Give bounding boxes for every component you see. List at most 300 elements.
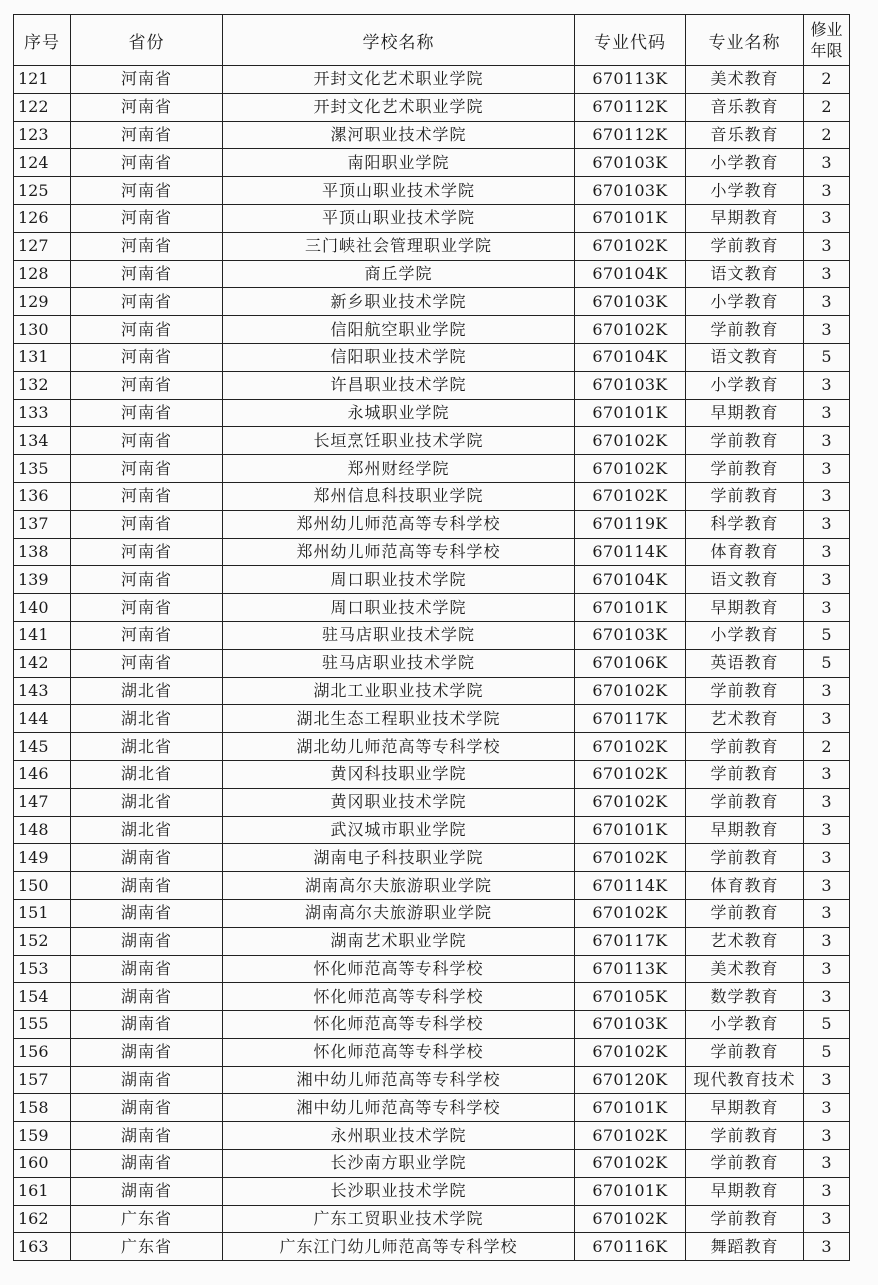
school-name-cell: 黄冈科技职业学院 <box>223 760 575 788</box>
study-years-cell: 3 <box>804 482 850 510</box>
study-years-cell: 3 <box>804 816 850 844</box>
province-cell: 河南省 <box>71 121 223 149</box>
row-number: 158 <box>14 1094 71 1122</box>
table-row <box>14 1066 850 1094</box>
province-cell: 湖北省 <box>71 733 223 761</box>
major-name-cell: 早期教育 <box>686 204 804 232</box>
school-name-cell: 郑州幼儿师范高等专科学校 <box>223 538 575 566</box>
major-code-cell: 670104K <box>575 260 686 288</box>
school-name-cell: 武汉城市职业学院 <box>223 816 575 844</box>
row-number: 139 <box>14 566 71 594</box>
school-name-cell: 广东工贸职业技术学院 <box>223 1205 575 1233</box>
table-row <box>14 177 850 205</box>
row-number: 143 <box>14 677 71 705</box>
table-row <box>14 927 850 955</box>
major-code-cell: 670102K <box>575 427 686 455</box>
school-name-cell: 黄冈职业技术学院 <box>223 788 575 816</box>
major-code-cell: 670102K <box>575 899 686 927</box>
study-years-cell: 3 <box>804 538 850 566</box>
study-years-cell: 5 <box>804 621 850 649</box>
row-number: 153 <box>14 955 71 983</box>
major-name-cell: 艺术教育 <box>686 927 804 955</box>
table-row <box>14 955 850 983</box>
row-number: 144 <box>14 705 71 733</box>
table-row <box>14 1122 850 1150</box>
table-row <box>14 288 850 316</box>
table-row <box>14 1205 850 1233</box>
row-number: 156 <box>14 1038 71 1066</box>
major-name-cell: 早期教育 <box>686 1094 804 1122</box>
study-years-cell: 3 <box>804 1150 850 1178</box>
study-years-cell: 3 <box>804 594 850 622</box>
school-name-cell: 湘中幼儿师范高等专科学校 <box>223 1066 575 1094</box>
study-years-cell: 2 <box>804 66 850 94</box>
province-cell: 广东省 <box>71 1205 223 1233</box>
major-name-cell: 语文教育 <box>686 566 804 594</box>
major-code-cell: 670104K <box>575 343 686 371</box>
study-years-cell: 3 <box>804 705 850 733</box>
row-number: 160 <box>14 1150 71 1178</box>
row-number: 135 <box>14 455 71 483</box>
major-code-cell: 670103K <box>575 149 686 177</box>
row-number: 136 <box>14 482 71 510</box>
row-number: 157 <box>14 1066 71 1094</box>
school-name-cell: 湖南电子科技职业学院 <box>223 844 575 872</box>
province-cell: 河南省 <box>71 93 223 121</box>
province-cell: 河南省 <box>71 149 223 177</box>
row-number: 152 <box>14 927 71 955</box>
study-years-cell: 2 <box>804 733 850 761</box>
study-years-cell: 3 <box>804 566 850 594</box>
header-code: 专业代码 <box>575 15 686 66</box>
province-cell: 河南省 <box>71 177 223 205</box>
province-cell: 河南省 <box>71 204 223 232</box>
header-years-line2: 年限 <box>810 41 843 60</box>
major-code-cell: 670113K <box>575 66 686 94</box>
row-number: 131 <box>14 343 71 371</box>
province-cell: 湖南省 <box>71 844 223 872</box>
school-name-cell: 湖南艺术职业学院 <box>223 927 575 955</box>
table-row <box>14 204 850 232</box>
header-years-line1: 修业 <box>810 20 843 39</box>
table-row <box>14 816 850 844</box>
major-code-cell: 670103K <box>575 621 686 649</box>
row-number: 138 <box>14 538 71 566</box>
row-number: 140 <box>14 594 71 622</box>
study-years-cell: 3 <box>804 788 850 816</box>
major-code-cell: 670101K <box>575 1094 686 1122</box>
table-row <box>14 343 850 371</box>
province-cell: 湖北省 <box>71 788 223 816</box>
major-code-cell: 670101K <box>575 816 686 844</box>
table-row <box>14 538 850 566</box>
school-name-cell: 郑州财经学院 <box>223 455 575 483</box>
major-name-cell: 早期教育 <box>686 594 804 622</box>
row-number: 142 <box>14 649 71 677</box>
study-years-cell: 3 <box>804 204 850 232</box>
province-cell: 河南省 <box>71 232 223 260</box>
study-years-cell: 3 <box>804 399 850 427</box>
major-name-cell: 体育教育 <box>686 872 804 900</box>
province-cell: 湖南省 <box>71 1011 223 1039</box>
table-row <box>14 399 850 427</box>
major-code-cell: 670101K <box>575 594 686 622</box>
document-page <box>13 14 849 1261</box>
school-name-cell: 湖北工业职业技术学院 <box>223 677 575 705</box>
study-years-cell: 3 <box>804 260 850 288</box>
province-cell: 湖北省 <box>71 760 223 788</box>
row-number: 137 <box>14 510 71 538</box>
province-cell: 河南省 <box>71 621 223 649</box>
major-code-cell: 670103K <box>575 371 686 399</box>
study-years-cell: 3 <box>804 1066 850 1094</box>
major-code-cell: 670102K <box>575 316 686 344</box>
province-cell: 广东省 <box>71 1233 223 1261</box>
study-years-cell: 3 <box>804 983 850 1011</box>
province-cell: 湖南省 <box>71 1150 223 1178</box>
school-name-cell: 长垣烹饪职业技术学院 <box>223 427 575 455</box>
province-cell: 河南省 <box>71 566 223 594</box>
school-name-cell: 平顶山职业技术学院 <box>223 177 575 205</box>
study-years-cell: 3 <box>804 316 850 344</box>
study-years-cell: 3 <box>804 510 850 538</box>
province-cell: 河南省 <box>71 482 223 510</box>
major-code-cell: 670106K <box>575 649 686 677</box>
school-name-cell: 湖南高尔夫旅游职业学院 <box>223 872 575 900</box>
province-cell: 河南省 <box>71 594 223 622</box>
row-number: 151 <box>14 899 71 927</box>
province-cell: 河南省 <box>71 343 223 371</box>
province-cell: 河南省 <box>71 260 223 288</box>
header-no: 序号 <box>14 15 71 66</box>
row-number: 162 <box>14 1205 71 1233</box>
major-code-cell: 670101K <box>575 1177 686 1205</box>
study-years-cell: 3 <box>804 1177 850 1205</box>
study-years-cell: 3 <box>804 427 850 455</box>
school-name-cell: 永州职业技术学院 <box>223 1122 575 1150</box>
major-code-cell: 670102K <box>575 733 686 761</box>
province-cell: 湖北省 <box>71 816 223 844</box>
major-name-cell: 科学教育 <box>686 510 804 538</box>
study-years-cell: 3 <box>804 177 850 205</box>
province-cell: 河南省 <box>71 455 223 483</box>
major-name-cell: 英语教育 <box>686 649 804 677</box>
major-code-cell: 670102K <box>575 1122 686 1150</box>
row-number: 124 <box>14 149 71 177</box>
major-name-cell: 体育教育 <box>686 538 804 566</box>
school-name-cell: 广东江门幼儿师范高等专科学校 <box>223 1233 575 1261</box>
table-row <box>14 66 850 94</box>
major-code-cell: 670105K <box>575 983 686 1011</box>
school-name-cell: 平顶山职业技术学院 <box>223 204 575 232</box>
study-years-cell: 5 <box>804 343 850 371</box>
table-row <box>14 677 850 705</box>
major-name-cell: 小学教育 <box>686 177 804 205</box>
table-row <box>14 594 850 622</box>
major-code-cell: 670102K <box>575 760 686 788</box>
province-cell: 湖南省 <box>71 983 223 1011</box>
study-years-cell: 3 <box>804 1233 850 1261</box>
major-code-cell: 670102K <box>575 232 686 260</box>
school-name-cell: 郑州幼儿师范高等专科学校 <box>223 510 575 538</box>
row-number: 133 <box>14 399 71 427</box>
province-cell: 湖北省 <box>71 677 223 705</box>
major-name-cell: 学前教育 <box>686 1150 804 1178</box>
table-header <box>14 15 850 66</box>
school-name-cell: 周口职业技术学院 <box>223 566 575 594</box>
school-name-cell: 怀化师范高等专科学校 <box>223 1011 575 1039</box>
province-cell: 湖南省 <box>71 927 223 955</box>
province-cell: 河南省 <box>71 316 223 344</box>
major-code-cell: 670102K <box>575 677 686 705</box>
province-cell: 河南省 <box>71 649 223 677</box>
table-row <box>14 455 850 483</box>
province-cell: 河南省 <box>71 371 223 399</box>
row-number: 154 <box>14 983 71 1011</box>
row-number: 161 <box>14 1177 71 1205</box>
study-years-cell: 3 <box>804 760 850 788</box>
major-name-cell: 语文教育 <box>686 343 804 371</box>
table-row <box>14 705 850 733</box>
row-number: 126 <box>14 204 71 232</box>
study-years-cell: 2 <box>804 121 850 149</box>
row-number: 132 <box>14 371 71 399</box>
school-name-cell: 开封文化艺术职业学院 <box>223 93 575 121</box>
row-number: 122 <box>14 93 71 121</box>
province-cell: 河南省 <box>71 399 223 427</box>
row-number: 159 <box>14 1122 71 1150</box>
school-name-cell: 湖南高尔夫旅游职业学院 <box>223 899 575 927</box>
row-number: 134 <box>14 427 71 455</box>
table-row <box>14 983 850 1011</box>
major-name-cell: 学前教育 <box>686 899 804 927</box>
school-name-cell: 怀化师范高等专科学校 <box>223 983 575 1011</box>
header-row <box>14 15 850 66</box>
school-name-cell: 长沙职业技术学院 <box>223 1177 575 1205</box>
school-name-cell: 新乡职业技术学院 <box>223 288 575 316</box>
table-row <box>14 788 850 816</box>
major-name-cell: 语文教育 <box>686 260 804 288</box>
major-code-cell: 670120K <box>575 1066 686 1094</box>
major-name-cell: 美术教育 <box>686 955 804 983</box>
major-code-cell: 670102K <box>575 788 686 816</box>
major-name-cell: 学前教育 <box>686 1205 804 1233</box>
table-row <box>14 1150 850 1178</box>
row-number: 163 <box>14 1233 71 1261</box>
table-row <box>14 260 850 288</box>
table-row <box>14 232 850 260</box>
table-row <box>14 1233 850 1261</box>
header-major: 专业名称 <box>686 15 804 66</box>
major-code-cell: 670103K <box>575 1011 686 1039</box>
major-name-cell: 学前教育 <box>686 677 804 705</box>
major-code-cell: 670102K <box>575 1038 686 1066</box>
school-name-cell: 湘中幼儿师范高等专科学校 <box>223 1094 575 1122</box>
school-name-cell: 信阳职业技术学院 <box>223 343 575 371</box>
table-row <box>14 1177 850 1205</box>
major-name-cell: 学前教育 <box>686 760 804 788</box>
major-code-cell: 670113K <box>575 955 686 983</box>
province-cell: 湖南省 <box>71 1177 223 1205</box>
major-name-cell: 音乐教育 <box>686 93 804 121</box>
major-code-cell: 670103K <box>575 177 686 205</box>
row-number: 141 <box>14 621 71 649</box>
table-row <box>14 316 850 344</box>
major-code-cell: 670102K <box>575 482 686 510</box>
school-name-cell: 怀化师范高等专科学校 <box>223 1038 575 1066</box>
province-cell: 湖南省 <box>71 899 223 927</box>
major-code-cell: 670117K <box>575 705 686 733</box>
row-number: 146 <box>14 760 71 788</box>
table-row <box>14 1038 850 1066</box>
major-name-cell: 早期教育 <box>686 399 804 427</box>
study-years-cell: 2 <box>804 93 850 121</box>
table-row <box>14 566 850 594</box>
major-name-cell: 小学教育 <box>686 1011 804 1039</box>
table-row <box>14 872 850 900</box>
study-years-cell: 3 <box>804 872 850 900</box>
table-row <box>14 149 850 177</box>
study-years-cell: 3 <box>804 899 850 927</box>
study-years-cell: 3 <box>804 844 850 872</box>
major-code-cell: 670112K <box>575 93 686 121</box>
header-years <box>804 15 850 66</box>
province-cell: 河南省 <box>71 427 223 455</box>
province-cell: 河南省 <box>71 538 223 566</box>
table-body <box>14 66 850 1261</box>
major-name-cell: 小学教育 <box>686 371 804 399</box>
school-name-cell: 怀化师范高等专科学校 <box>223 955 575 983</box>
school-name-cell: 商丘学院 <box>223 260 575 288</box>
major-code-cell: 670101K <box>575 399 686 427</box>
row-number: 145 <box>14 733 71 761</box>
major-code-cell: 670102K <box>575 844 686 872</box>
major-name-cell: 学前教育 <box>686 788 804 816</box>
major-name-cell: 舞蹈教育 <box>686 1233 804 1261</box>
school-name-cell: 郑州信息科技职业学院 <box>223 482 575 510</box>
study-years-cell: 3 <box>804 371 850 399</box>
province-cell: 河南省 <box>71 510 223 538</box>
school-name-cell: 驻马店职业技术学院 <box>223 649 575 677</box>
school-name-cell: 驻马店职业技术学院 <box>223 621 575 649</box>
row-number: 155 <box>14 1011 71 1039</box>
study-years-cell: 3 <box>804 1205 850 1233</box>
major-name-cell: 小学教育 <box>686 149 804 177</box>
table-row <box>14 844 850 872</box>
major-name-cell: 学前教育 <box>686 1038 804 1066</box>
major-name-cell: 学前教育 <box>686 427 804 455</box>
major-code-cell: 670103K <box>575 288 686 316</box>
school-name-cell: 周口职业技术学院 <box>223 594 575 622</box>
major-name-cell: 学前教育 <box>686 482 804 510</box>
study-years-cell: 3 <box>804 1122 850 1150</box>
school-major-table <box>13 14 850 1261</box>
major-name-cell: 音乐教育 <box>686 121 804 149</box>
table-row <box>14 427 850 455</box>
table-row <box>14 482 850 510</box>
province-cell: 河南省 <box>71 288 223 316</box>
province-cell: 湖南省 <box>71 1066 223 1094</box>
study-years-cell: 3 <box>804 677 850 705</box>
row-number: 130 <box>14 316 71 344</box>
table-row <box>14 371 850 399</box>
major-code-cell: 670119K <box>575 510 686 538</box>
study-years-cell: 3 <box>804 927 850 955</box>
school-name-cell: 漯河职业技术学院 <box>223 121 575 149</box>
school-name-cell: 开封文化艺术职业学院 <box>223 66 575 94</box>
study-years-cell: 5 <box>804 649 850 677</box>
row-number: 125 <box>14 177 71 205</box>
row-number: 129 <box>14 288 71 316</box>
school-name-cell: 三门峡社会管理职业学院 <box>223 232 575 260</box>
study-years-cell: 3 <box>804 149 850 177</box>
table-row <box>14 649 850 677</box>
province-cell: 湖南省 <box>71 1038 223 1066</box>
province-cell: 湖南省 <box>71 1094 223 1122</box>
major-name-cell: 现代教育技术 <box>686 1066 804 1094</box>
row-number: 150 <box>14 872 71 900</box>
table-row <box>14 621 850 649</box>
row-number: 148 <box>14 816 71 844</box>
major-code-cell: 670104K <box>575 566 686 594</box>
major-name-cell: 美术教育 <box>686 66 804 94</box>
major-name-cell: 数学教育 <box>686 983 804 1011</box>
major-code-cell: 670101K <box>575 204 686 232</box>
study-years-cell: 3 <box>804 1094 850 1122</box>
school-name-cell: 湖北生态工程职业技术学院 <box>223 705 575 733</box>
table-row <box>14 1011 850 1039</box>
row-number: 147 <box>14 788 71 816</box>
row-number: 149 <box>14 844 71 872</box>
province-cell: 河南省 <box>71 66 223 94</box>
major-code-cell: 670116K <box>575 1233 686 1261</box>
major-name-cell: 学前教育 <box>686 455 804 483</box>
major-code-cell: 670102K <box>575 1205 686 1233</box>
study-years-cell: 5 <box>804 1011 850 1039</box>
school-name-cell: 永城职业学院 <box>223 399 575 427</box>
major-name-cell: 学前教育 <box>686 844 804 872</box>
row-number: 121 <box>14 66 71 94</box>
table-row <box>14 899 850 927</box>
major-code-cell: 670114K <box>575 538 686 566</box>
table-row <box>14 93 850 121</box>
province-cell: 湖南省 <box>71 872 223 900</box>
major-name-cell: 早期教育 <box>686 1177 804 1205</box>
table-row <box>14 1094 850 1122</box>
school-name-cell: 许昌职业技术学院 <box>223 371 575 399</box>
major-code-cell: 670114K <box>575 872 686 900</box>
school-name-cell: 湖北幼儿师范高等专科学校 <box>223 733 575 761</box>
major-name-cell: 小学教育 <box>686 621 804 649</box>
study-years-cell: 3 <box>804 288 850 316</box>
major-name-cell: 小学教育 <box>686 288 804 316</box>
province-cell: 湖南省 <box>71 1122 223 1150</box>
study-years-cell: 5 <box>804 1038 850 1066</box>
major-name-cell: 学前教育 <box>686 316 804 344</box>
header-province: 省份 <box>71 15 223 66</box>
major-name-cell: 学前教育 <box>686 733 804 761</box>
study-years-cell: 3 <box>804 955 850 983</box>
major-name-cell: 学前教育 <box>686 1122 804 1150</box>
table-row <box>14 760 850 788</box>
table-row <box>14 121 850 149</box>
row-number: 127 <box>14 232 71 260</box>
row-number: 123 <box>14 121 71 149</box>
study-years-cell: 3 <box>804 455 850 483</box>
major-code-cell: 670117K <box>575 927 686 955</box>
school-name-cell: 南阳职业学院 <box>223 149 575 177</box>
header-school: 学校名称 <box>223 15 575 66</box>
